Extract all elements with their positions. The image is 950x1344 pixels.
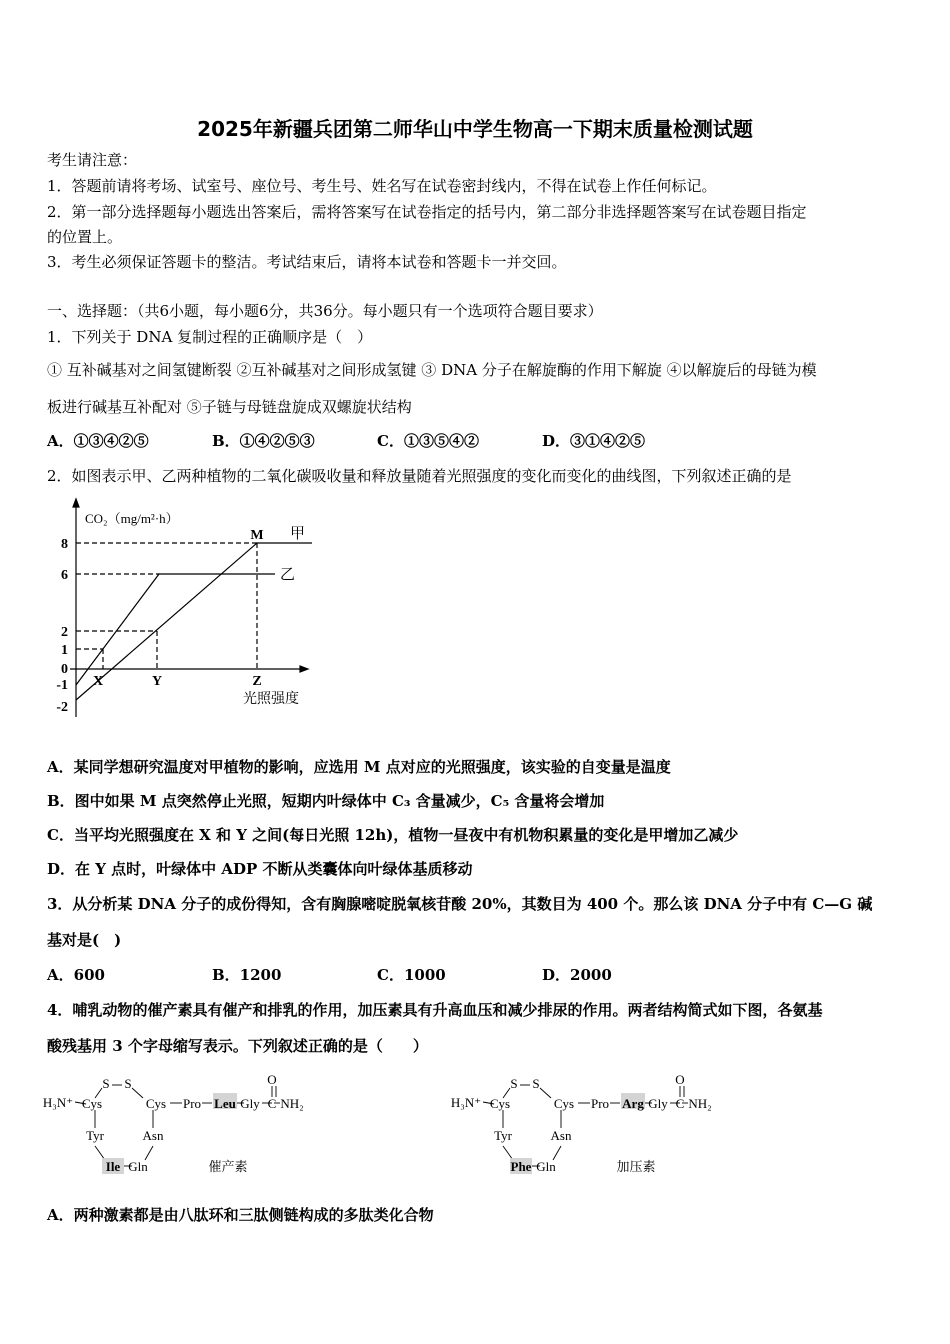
residue-asn: Asn	[142, 1128, 164, 1143]
residue-var2: Ile	[105, 1159, 121, 1174]
q3-option-b[interactable]: B．1200	[212, 966, 282, 984]
series-yi-label: 乙	[280, 567, 296, 583]
residue-o: O	[675, 1072, 685, 1087]
page-title: 2025年新疆兵团第二师华山中学生物高一下期末质量检测试题	[197, 117, 753, 141]
residue-nh2: NH₂	[280, 1096, 304, 1111]
residue-nh2: NH₂	[688, 1096, 712, 1111]
y-tick: -2	[56, 700, 68, 715]
x-axis-label: 光照强度	[243, 692, 299, 707]
q1-option-a[interactable]: A．①③④②⑤	[47, 432, 149, 450]
y-axis-arrow	[73, 499, 79, 507]
bond	[145, 1146, 153, 1160]
bond	[95, 1146, 105, 1160]
q2-stem: 2．如图表示甲、乙两种植物的二氧化碳吸收量和释放量随着光照强度的变化而变化的曲线图，下列叙述正确的是	[47, 467, 792, 485]
residue-gln: Gln	[536, 1159, 556, 1174]
x-tick: Y	[151, 674, 163, 689]
vasopressin-structure	[451, 1072, 712, 1174]
residue-name: 加压素	[616, 1159, 656, 1174]
residue-name: 催产素	[208, 1159, 248, 1174]
q1-option-d[interactable]: D．③①④②⑤	[542, 432, 646, 450]
residue-tyr: Tyr	[86, 1128, 104, 1143]
series-jia-line	[76, 543, 312, 700]
x-axis-arrow	[300, 666, 308, 672]
q1-stem: 1．下列关于 DNA 复制过程的正确顺序是（ ）	[47, 328, 373, 346]
y-tick: 8	[61, 537, 68, 552]
y-axis-label: CO₂（mg/m²·h）	[85, 511, 179, 526]
residue-gly: Gly	[240, 1096, 260, 1111]
notice-heading: 考生请注意：	[47, 151, 138, 169]
residue-var1: Leu	[214, 1096, 236, 1111]
series-jia-label: 甲	[290, 526, 306, 542]
q2-option-d[interactable]: D．在 Y 点时，叶绿体中 ADP 不断从类囊体向叶绿体基质移动	[47, 860, 473, 878]
q2-option-c[interactable]: C．当平均光照强度在 X 和 Y 之间(每日光照 12h)，植物一昼夜中有机物积累量的变化是甲增加乙减少	[47, 826, 739, 844]
bond	[540, 1088, 551, 1098]
q1-option-b[interactable]: B．①④②⑤③	[212, 432, 315, 450]
q1-line: ① 互补碱基对之间氢键断裂 ②互补碱基对之间形成氢键 ③ DNA 分子在解旋酶的作用下解旋 ④以解旋后的母链为模	[47, 361, 817, 379]
q3-option-c[interactable]: C．1000	[377, 966, 446, 984]
q1-options	[47, 431, 707, 451]
y-tick: 0	[61, 662, 68, 677]
notice-item: 3．考生必须保证答题卡的整洁。考试结束后，请将本试卷和答题卡一并交回。	[47, 253, 567, 271]
residue-pro: Pro	[590, 1096, 610, 1111]
residue-h3n: H₃N⁺	[42, 1095, 74, 1110]
series-yi-line	[76, 574, 275, 685]
oxytocin-structure	[43, 1072, 304, 1174]
q3-stem: 3．从分析某 DNA 分子的成份得知，含有胸腺嘧啶脱氧核苷酸 20%，其数目为 400 个。那么该 DNA 分子中有 C—G 碱	[47, 895, 873, 913]
y-tick: 1	[61, 643, 68, 658]
residue-cys2: Cys	[145, 1096, 167, 1111]
residue-pro: Pro	[182, 1096, 202, 1111]
residue-o: O	[267, 1072, 277, 1087]
residue-c: C	[267, 1096, 277, 1111]
residue-gly: Gly	[648, 1096, 668, 1111]
bond	[503, 1146, 513, 1160]
residue-s2: S	[532, 1076, 540, 1091]
notice-item: 1．答题前请将考场、试室号、座位号、考生号、姓名写在试卷密封线内，不得在试卷上作任何标记。	[47, 177, 717, 195]
q4-stem: 4．哺乳动物的催产素具有催产和排乳的作用，加压素具有升高血压和减少排尿的作用。两者结构简式如下图，各氨基	[47, 1001, 823, 1019]
residue-cys1: Cys	[81, 1096, 103, 1111]
q4-stem-cont: 酸残基用 3 个字母缩写表示。下列叙述正确的是（ ）	[47, 1037, 428, 1055]
residue-gln: Gln	[128, 1159, 148, 1174]
q2-option-b[interactable]: B．图中如果 M 点突然停止光照，短期内叶绿体中 C₃ 含量减少，C₅ 含量将会增加	[47, 792, 605, 810]
residue-tyr: Tyr	[494, 1128, 512, 1143]
bond	[553, 1146, 561, 1160]
notice-item: 的位置上。	[47, 228, 123, 246]
residue-s1: S	[102, 1076, 110, 1091]
residue-cys1: Cys	[489, 1096, 511, 1111]
residue-s2: S	[124, 1076, 132, 1091]
co2-light-graph	[40, 495, 330, 725]
y-tick: 2	[61, 625, 68, 640]
q1-option-c[interactable]: C．①③⑤④②	[377, 432, 479, 450]
x-tick: X	[92, 674, 104, 689]
q1-line: 板进行碱基互补配对 ⑤子链与母链盘旋成双螺旋状结构	[47, 398, 412, 416]
x-tick: Z	[252, 674, 262, 689]
q3-stem-cont: 基对是( )	[47, 931, 122, 949]
residue-var2: Phe	[510, 1159, 532, 1174]
residue-cys2: Cys	[553, 1096, 575, 1111]
y-tick: -1	[56, 678, 68, 693]
residue-asn: Asn	[550, 1128, 572, 1143]
q3-options	[47, 965, 707, 985]
notice-item: 2．第一部分选择题每小题选出答案后，需将答案写在试卷指定的括号内，第二部分非选择题答案写在试卷题目指定	[47, 203, 807, 221]
q2-option-a[interactable]: A．某同学想研究温度对甲植物的影响，应选用 M 点对应的光照强度，该实验的自变量是温度	[47, 758, 671, 776]
q3-option-a[interactable]: A．600	[47, 966, 105, 984]
q3-option-d[interactable]: D．2000	[542, 966, 612, 984]
residue-s1: S	[510, 1076, 518, 1091]
residue-c: C	[675, 1096, 685, 1111]
residue-var1: Arg	[622, 1096, 644, 1111]
y-tick: 6	[61, 568, 68, 583]
residue-h3n: H₃N⁺	[450, 1095, 482, 1110]
bond	[132, 1088, 143, 1098]
hormone-structures	[40, 1068, 860, 1188]
section-heading: 一、选择题：（共6小题，每小题6分，共36分。每小题只有一个选项符合题目要求）	[47, 302, 603, 320]
point-m-label: M	[250, 528, 264, 543]
q4-option-a[interactable]: A．两种激素都是由八肽环和三肽侧链构成的多肽类化合物	[47, 1206, 434, 1224]
